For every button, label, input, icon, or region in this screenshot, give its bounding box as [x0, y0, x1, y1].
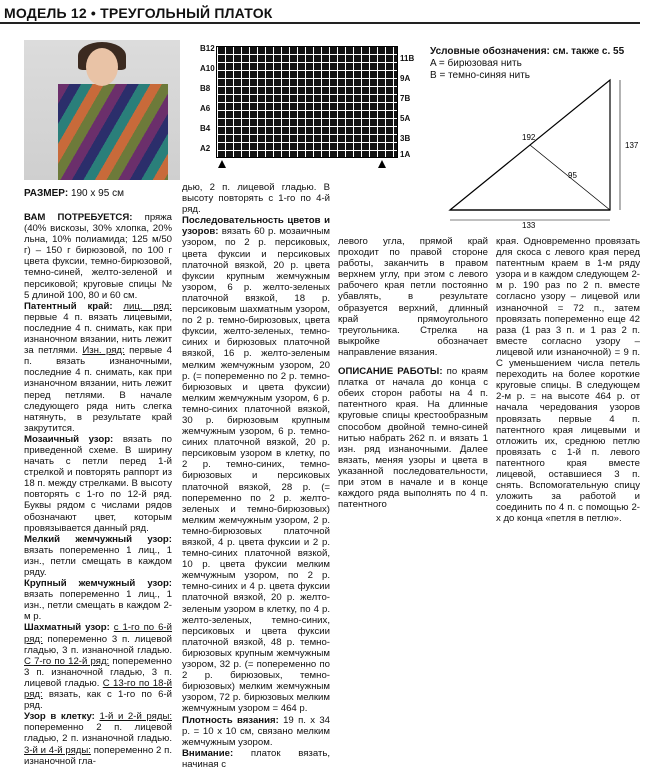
model-photo	[24, 40, 180, 180]
arrow-up-icon	[378, 160, 386, 168]
arrow-up-icon	[218, 160, 226, 168]
small-label: Мелкий жемчужный узор:	[24, 533, 172, 545]
patent-label: Патентный край:	[24, 300, 113, 312]
chart-left-label: A10	[200, 64, 215, 73]
chart-left-label: A6	[200, 104, 211, 113]
big-text: вязать попеременно 1 лиц., 1 изн., петли смещать в каждом 2-м р.	[24, 589, 172, 623]
face-shape	[86, 48, 118, 86]
chart-right-label: 11B	[400, 54, 415, 63]
text-column-3	[338, 236, 488, 510]
attention-text: платок вязать, начиная с	[182, 747, 330, 770]
text-column-1	[24, 212, 172, 767]
text-column-4	[496, 236, 640, 524]
chart-right-label: 7B	[400, 94, 411, 103]
seq-label: Последовательность цветов и узоров:	[182, 215, 330, 238]
col3-top: левого угла, прямой край проходит по правой стороне работы, заканчить в правом верхнем углу, при этом с левого рабочего края петли постоянно убавлять, в результате образуется верхний, длинный край прямоугольного треугольника. Стрелка на выкройке обозначает направление вязания.	[338, 236, 488, 358]
patent-text: первые 4 п. вязать лицевыми, последние 4 п. снимать, как при изнаночном вязании, нить лежит за петлями.	[24, 311, 172, 357]
density-text: 19 п. x 34 р. = 10 x 10 см, связано мелким жемчужным узором.	[182, 714, 330, 748]
chart-right-label: 1A	[400, 150, 411, 159]
need-text: пряжа (40% вискозы, 30% хлопка, 20% льна, 10% полиамида; 125 м/50 г) – 150 г бирюзовой, по 100 г цвета фуксии, темно-бирюзовой, темно-синей, желто-зеленой и персиковой; круговые спицы № 5 длиной 100, 80 и 60 см.	[24, 212, 172, 301]
chart-left-label: A2	[200, 144, 211, 153]
page-header	[0, 0, 658, 26]
knitting-chart	[200, 40, 420, 170]
chart-grid	[216, 46, 398, 158]
mosaic-text: вязать по приведенной схеме. В ширину начать с петли перед 1-й стрелкой и повторять раппорт из 18 п. между стрелками. В высоту повторять с 1-го по 12-й ряд. Буквы рядом с числами рядов обозначают цвет, которым провязывается данный ряд.	[24, 433, 172, 534]
cell-t2: попеременно 2 п. изнаночной гла-	[24, 744, 173, 767]
chess-r1: с 1-го по 6-й ряд:	[24, 622, 172, 645]
legend-b: B = темно-синяя нить	[430, 70, 530, 81]
col4-text: края. Одновременно провязать для скоса с левого края перед патентным краем в 1-м ряду узора и в каждом следующем 2-м р. 190 раз по 2 п. вместе согласно узору – лицевой или изнаночной = 72 п., затем провязать попеременно еще 42 раза (1 раз 3 п. и 1 раз 2 п. вместе согласно узору – лицевой или изнаночной) = 9 п. С уменьшением числа петель переходить на более короткие круговые спицы. В следующем 2-м р. = на высоте 464 р. от начала чередования узоров провязать первые 4 п. патентного края лицевыми и отложить их, среднюю петлю провязать с 1-й п. левого патентного края вместе лицевой, оставшиеся 3 п. снять. Вспомогательную спицу уложить за работой и соединить по 4 п. с помощью 2-х до конца «петля в петлю».	[496, 236, 640, 525]
small-text: вязать попеременно 1 лиц., 1 изн., петли смещать в каждом ряду.	[24, 544, 172, 578]
seq-text: вязать 60 р. мозаичным узором, по 2 р. персиковых, цвета фуксии и персиковых платочной вязкой, 20 р. цвета фуксии крупным жемчужным узором, 6 р. желто-зеленых платочной вязкой, 18 р. персиковым шахматным узором, по 2 р. темно-бирюзовых, цвета фуксии, желто-зеленых, темно-синих и бирюзовых платочной вязкой, 16 р. желто-зеленым мелким жемчужным узором, 20 р. (= попеременно по 2 р. темно-бирюзовых и цвета фуксии) мелким жемчужным узором, 6 р. темно-синих платочной вязкой, 30 р. бирюзовым крупным жемчужным узором, 6 р. темно-синих платочной вязкой, 20 р. персиковым узором в клетку, по 2 р. темно-синих, темно-бирюзовых и персиковых платочной вязкой, 28 р. (= попеременно по 2 р. желто-зеленых и темно-бирюзовых) мелким жемчужным узором, 2 р. темно-бирюзовых платочной вязкой, 4 р. цвета фуксии и 2 р. темно-синих платочной вязкой, 10 р. цвета фуксии мелким жемчужным узором, по 2 р. темно-синих и 4 р. цвета фуксии платочной вязкой, 20 р. желто-зеленым узором в клетку, по 4 р. желто-зеленых, темно-синих, персиковых и цвета фуксии платочной вязкой, 48 р. темно-бирюзовых крупным жемчужным узором, 32 р. (= попеременно по 2 р. бирюзовых, темно-бирюзовых) мелким жемчужным узором, 72 р. бирюзовых мелким жемчужным узором = 464 р.	[182, 226, 330, 715]
patent-text2: первые 4 п. вязать изнаночными, последние 4 п. снимать, как при изнаночном вязании, нить лежит перед петлями. В начале следующего ряда нить слегка натянуть, в результате край закрутится.	[24, 345, 172, 434]
density-label: Плотность вязания:	[182, 714, 279, 726]
height-label: 137	[625, 141, 639, 150]
page-title: МОДЕЛЬ 12 • ТРЕУГОЛЬНЫЙ ПЛАТОК	[4, 5, 273, 21]
chart-left-label: B8	[200, 84, 211, 93]
scarf-image	[58, 84, 168, 180]
work-text: по краям платка от начала до конца с обеих сторон работы на 4 п. патентного края. На длинные круговые спицы крестообразным способом двойной темно-синей нитью набрать 262 п. и вязать 1 изн. ряд изнаночными. Далее вязать, меняя узоры и цвета в указанной последовательности, при этом в начале и в конце каждого ряда выполнять по 4 п. патентного	[338, 366, 488, 511]
mosaic-label: Мозаичный узор:	[24, 433, 114, 445]
chart-left-label: B4	[200, 124, 211, 133]
work-label: ОПИСАНИЕ РАБОТЫ:	[338, 366, 443, 378]
legend-a: A = бирюзовая нить	[430, 58, 522, 69]
cell-label: Узор в клетку:	[24, 711, 95, 723]
chart-right-label: 9A	[400, 74, 411, 83]
size-line	[24, 188, 124, 199]
chess-t3: вязать, как с 1-го по 6-й ряд.	[24, 689, 173, 712]
base-label: 133	[522, 221, 536, 230]
cell-r2: 3-й и 4-й ряды:	[24, 744, 91, 756]
chart-right-label: 5A	[400, 114, 411, 123]
side-label: 192	[522, 133, 536, 142]
size-value: 190 x 95 см	[70, 188, 124, 199]
cell-t1: попеременно 2 п. лицевой гладью, 2 п. изнаночной гладью.	[24, 722, 172, 745]
col2-top: дью, 2 п. лицевой гладью. В высоту повторять с 1-го по 4-й ряд.	[182, 182, 330, 216]
chess-label: Шахматный узор:	[24, 622, 110, 634]
legend-title: Условные обозначения: см. также с. 55	[430, 46, 625, 57]
text-column-2	[182, 182, 330, 770]
chess-t2: попеременно 3 п. изнаночной гладью, 3 п. лицевой гладью.	[24, 655, 172, 689]
big-label: Крупный жемчужный узор:	[24, 578, 172, 590]
attention-label: Внимание:	[182, 747, 234, 759]
need-label: ВАМ ПОТРЕБУЕТСЯ:	[24, 212, 133, 223]
chart-arrows	[200, 158, 420, 170]
chart-left-label: B12	[200, 44, 215, 53]
chess-r2: С 7-го по 12-й ряд:	[24, 655, 110, 667]
patent-face: лиц. ряд:	[123, 300, 172, 312]
chess-t1: попеременно 3 п. лицевой гладью, 3 п. изнаночной гладью.	[24, 633, 172, 656]
chart-right-label: 3B	[400, 134, 411, 143]
patent-back: Изн. ряд:	[82, 345, 125, 357]
cell-r1: 1-й и 2-й ряды:	[99, 711, 173, 723]
chess-r3: С 13-го по 18-й ряд:	[24, 677, 172, 701]
inner-label: 95	[568, 171, 577, 180]
triangle-diagram	[440, 70, 640, 230]
size-label: РАЗМЕР:	[24, 188, 69, 199]
